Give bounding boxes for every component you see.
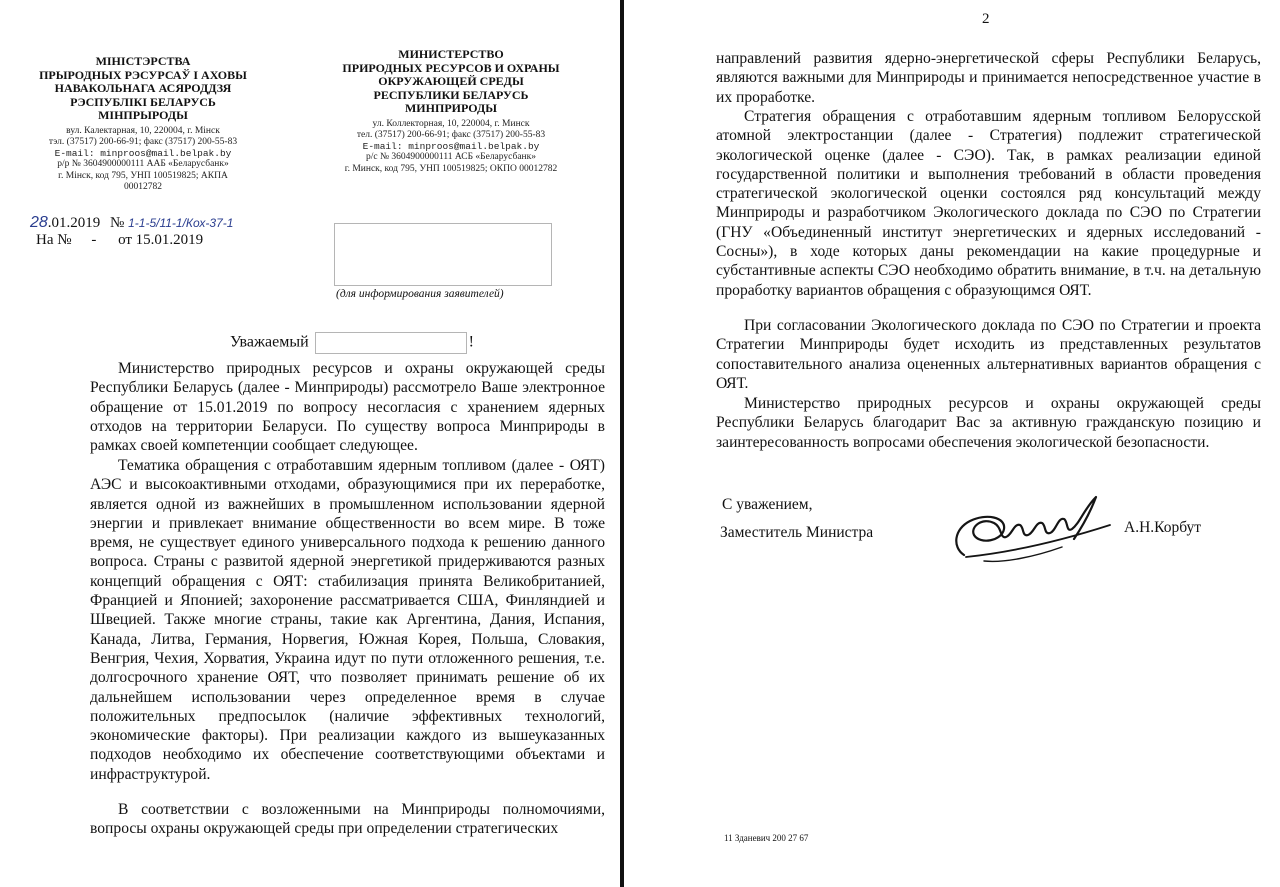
ref-label: На № [36,232,72,248]
salutation-text: Уважаемый [230,333,309,351]
letter-page-2 [624,0,1280,887]
header-belarusian [18,55,268,193]
page-number: 2 [982,11,990,27]
name-redaction-box [315,332,467,354]
signer-position: Заместитель Министра [720,524,874,541]
signature-stroke [956,497,1096,555]
body-paragraph-5: Стратегия обращения с отработавшим ядерным топливом Белорусской атомной электростанции (далее - Стратегия) подлежит стратегической экологической оценке (далее - СЭО). Так, в рамках реализации единой государственной политики и выполнения требований в области проведения стратегической экологической оценки состоялся ряд консультаций между Минприроды и разработчиком Экологического доклада по СЭО по Стратегии (ГНУ «Объединенный институт энергетических и ядерных исследований - Сосны»), в ходе которых даны рекомендации на какие процедурные и субстантивные аспекты СЭО необходимо обратить внимание, в т.ч. на детальную проработку вариантов обращения с образующимся ОЯТ. [716,108,1261,299]
closing: С уважением, [722,496,813,513]
ref-date: 15.01.2019 [135,232,204,248]
body-paragraph-1: Министерство природных ресурсов и охраны окружающей среды Республики Беларусь (далее - Минприроды) рассмотрело Ваше электронное обращение от 15.01.2019 по вопросу несогласия с хранением ядерных отходов на территории Беларуси. По существу вопроса Минприроды в рамках своей компетенции сообщает следующее. [90,360,605,455]
body-paragraph-3: В соответствии с возложенными на Минприроды полномочиями, вопросы охраны окружающей среды при определении стратегических [90,801,605,838]
body-paragraph-6: При согласовании Экологического доклада по СЭО по Стратегии и проекта Стратегии Минприроды будет исходить из представленных результатов сопоставительного анализа оцененных альтернативных вариантов обращения с ОЯТ. [716,317,1261,392]
salutation [230,332,474,354]
handwritten-reg-number: 1-1-5/11-1/Кох-37-1 [128,216,234,230]
body-paragraph-2: Тематика обращения с отработавшим ядерным топливом (далее - ОЯТ) АЭС и высокоактивными отходами, образующимися при их переработке, является одной из важнейших в промышленном использовании ядерной энергии и привлекает внимание общественности во всем мире. В тоже время, не существует единого универсального подхода к решению данного вопроса. Страны с развитой ядерной энергетикой придерживаются разных концепций обращения с ОЯТ: стабилизация принята Великобританией, Францией и Японией; захоронение рассматривается США, Финляндией и Швецией. Также многие страны, такие как Аргентина, Дания, Испания, Канада, Литва, Германия, Норвегия, Южная Корея, Польша, Словакия, Венгрия, Чехия, Хорватия, Украина идут по пути отложенного решения, т.е. долгосрочного хранение ОЯТ, что позволяет принимать решение об их дальнейшем использовании через определенное время в случае положительных предпосылок (наличие эффективных технологий, экономические факторы). При реализации каждого из вышеуказанных подходов необходимо их обеспечение соответствующими объектами и инфраструктурой. [90,457,605,783]
header-russian [320,48,582,175]
header-ru-title: МИНИСТЕРСТВО ПРИРОДНЫХ РЕСУРСОВ И ОХРАНЫ ОКРУЖАЮЩЕЙ СРЕДЫ РЕСПУБЛИКИ БЕЛАРУСЬ МИНПРИРОДЫ [342,47,560,115]
handwritten-day: 28 [30,214,48,231]
reg-number-label: № [110,215,125,231]
registration-line [30,214,233,232]
header-by-title: МІНІСТЭРСТВА ПРЫРОДНЫХ РЭСУРСАЎ І АХОВЫ НАВАКОЛЬНАГА АСЯРОДДЗЯ РЭСПУБЛІКІ БЕЛАРУСЬ МІНПРЫРОДЫ [39,54,247,122]
body-paragraph-7: Министерство природных ресурсов и охраны окружающей среды Республики Беларусь благодарит Вас за активную гражданскую позицию и заинтересованность вопросами обеспечения экологической безопасности. [716,395,1261,451]
ref-date-label: от [118,232,132,248]
header-by-address: вул. Калектарная, 10, 220004, г. Мінск тэл. (37517) 200-66-91; факс (37517) 200-55-83 E-mail: minproos@mail.belpak.by р/р № 3604900000111 ААБ «Беларусбанк» г. Мінск, код 795, УНП 100519825; АКПА 00012782 [48,125,238,192]
letter-page-1 [0,0,620,887]
redaction-note: (для информирования заявителей) [336,288,504,300]
body-paragraph-4: направлений развития ядерно-энергетической сферы Республики Беларусь, являются важными для Минприроды и принимается непосредственное участие в их проработке. [716,50,1261,106]
recipient-redaction-box [334,223,552,286]
reference-line [36,232,203,249]
reg-date: .01.2019 [47,215,101,231]
salutation-exclamation: ! [468,333,474,351]
signature-flourish [984,547,1062,561]
signer-name: А.Н.Корбут [1124,519,1202,536]
signature [944,487,1124,569]
executor-note: 11 Зданевич 200 27 67 [724,833,809,843]
ref-number: - [91,232,97,248]
header-ru-address: ул. Коллекторная, 10, 220004, г. Минск тел. (37517) 200-66-91; факс (37517) 200-55-83 E-mail: minproos@mail.belpak.by р/с № 3604900000111 АСБ «Беларусбанк» г. Минск, код 795, УНП 100519825; ОКПО 00012782 [344,118,558,174]
